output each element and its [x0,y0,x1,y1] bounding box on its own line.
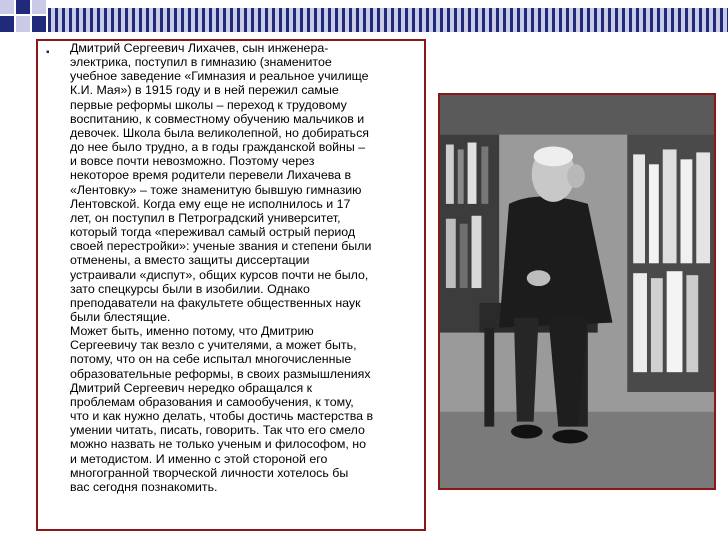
header-stripe-bar [48,8,728,32]
header-square [32,0,46,14]
header-square [32,16,46,32]
slide-header-decoration [0,0,728,34]
header-square [16,0,30,14]
header-square [16,16,30,32]
header-square [0,16,14,32]
portrait-illustration [440,95,714,488]
bullet-marker: ▪ [46,47,50,58]
header-square [0,0,14,14]
body-paragraph: Дмитрий Сергеевич Лихачев, сын инженера- электрика, поступил в гимназию (знаменитое учебное заведение «Гимназия и реальное училище К.И. Мая») в 1915 году и в ней пережил самые первые реформы школы – переход к трудовому воспитанию, к совместному обучению мальчиков и девочек. Школа была великолепной, но добираться до нее было трудно, а в годы гражданской войны – и вовсе почти невозможно. Поэтому через некоторое время родители перевели Лихачева в «Лентовку» – тоже знаменитую бывшую гимназию Лентовской. Когда ему еще не исполнилось и 17 лет, он поступил в Петроградский университет, который тогда «переживал самый острый период своей перестройки»: ученые звания и степени были отменены, а вместо защиты диссертации устраивали «диспут», общих курсов почти не было, зато спецкурсы были в изобилии. Однако преподаватели на факультете общественных наук были блестящие. Может быть, именно потому, что Дмитрию Сергеевичу так везло с учителями, а может быть, потому, что он на себе испытал многочисленные образовательные реформы, в своих размышлениях Дмитрий Сергеевич нередко обращался к проблемам образования и самообучения, к тому, что и как нужно делать, чтобы достичь мастерства в умении читать, писать, говорить. Так что его смело можно назвать не только ученым и философом, но и методистом. И именно с этой стороной его многогранной творческой личности хотелось бы вас сегодня познакомить. [70,41,374,494]
portrait-photo [438,93,716,490]
